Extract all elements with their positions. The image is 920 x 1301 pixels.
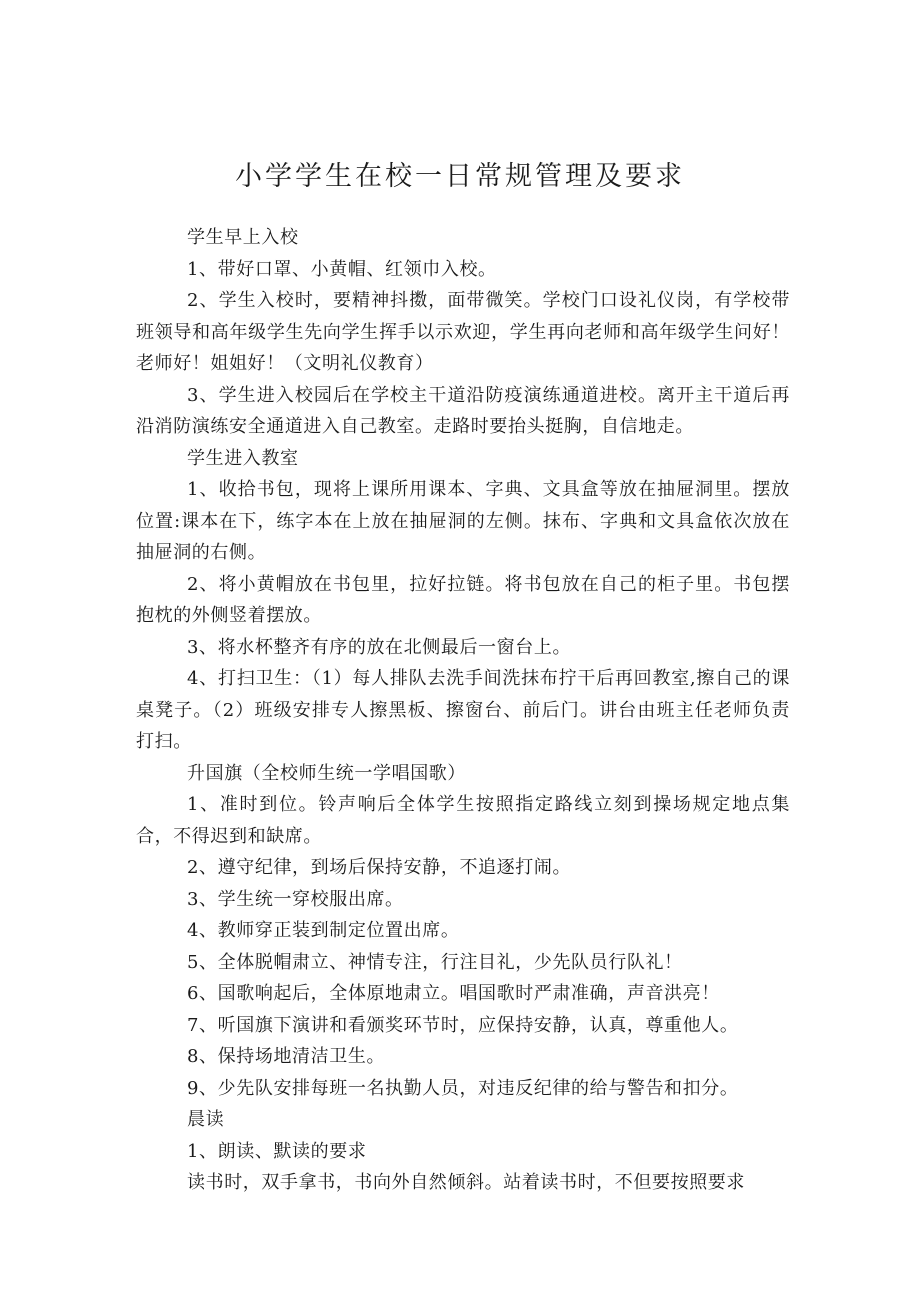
paragraph: 2、学生入校时，要精神抖擞，面带微笑。学校门口设礼仪岗，有学校带班领导和高年级学生先向学生挥手以示欢迎，学生再向老师和高年级学生问好！老师好！姐姐好！（文明礼仪教育）	[136, 290, 790, 374]
paragraph: 9、少先队安排每班一名执勤人员，对违反纪律的给与警告和扣分。	[187, 1077, 739, 1099]
paragraph: 4、打扫卫生：（1）每人排队去洗手间洗抹布拧干后再回教室,擦自己的课桌凳子。（2）班级安排专人擦黑板、擦窗台、前后门。讲台由班主任老师负责打扫。	[136, 668, 790, 752]
paragraph: 8、保持场地清洁卫生。	[187, 1046, 386, 1067]
paragraph: 4、教师穿正装到制定位置出席。	[187, 920, 460, 941]
paragraph: 2、遵守纪律，到场后保持安静，不追逐打闹。	[187, 857, 572, 878]
document-title: 小学学生在校一日常规管理及要求	[235, 161, 685, 192]
paragraph: 1、带好口罩、小黄帽、红领巾入校。	[187, 258, 497, 280]
paragraph: 1、准时到位。铃声响后全体学生按照指定路线立刻到操场规定地点集合，不得迟到和缺席。	[136, 794, 790, 847]
subheading-reading-requirements: 1、朗读、默读的要求	[187, 1140, 367, 1162]
section-heading-morning-arrival: 学生早上入校	[187, 227, 299, 248]
section-heading-flag-raising: 升国旗（全校师生统一学唱国歌）	[187, 762, 466, 784]
paragraph: 3、将水杯整齐有序的放在北侧最后一窗台上。	[187, 636, 572, 658]
paragraph: 2、将小黄帽放在书包里，拉好拉链。将书包放在自己的柜子里。书包摆抱枕的外侧竖着摆放。	[136, 573, 790, 626]
paragraph: 3、学生进入校园后在学校主干道沿防疫演练通道进校。离开主干道后再沿消防演练安全通道进入自己教室。走路时要抬头挺胸，自信地走。	[136, 384, 790, 437]
section-heading-enter-classroom: 学生进入教室	[187, 447, 299, 469]
paragraph: 6、国歌响起后，全体原地肃立。唱国歌时严肃准确，声音洪亮！	[187, 983, 720, 1004]
document-body	[136, 222, 790, 1199]
paragraph: 1、收拾书包，现将上课所用课本、字典、文具盒等放在抽屉洞里。摆放位置:课本在下，练字本在上放在抽屉洞的左侧。抹布、字典和文具盒依次放在抽屉洞的右侧。	[136, 479, 790, 563]
paragraph: 读书时，双手拿书，书向外自然倾斜。站着读书时，不但要按照要求	[187, 1172, 745, 1193]
paragraph: 7、听国旗下演讲和看颁奖环节时，应保持安静，认真，尊重他人。	[187, 1014, 739, 1036]
paragraph: 3、学生统一穿校服出席。	[187, 888, 404, 910]
paragraph: 5、全体脱帽肃立、神情专注，行注目礼，少先队员行队礼！	[187, 951, 683, 973]
section-heading-morning-reading: 晨读	[187, 1109, 225, 1130]
